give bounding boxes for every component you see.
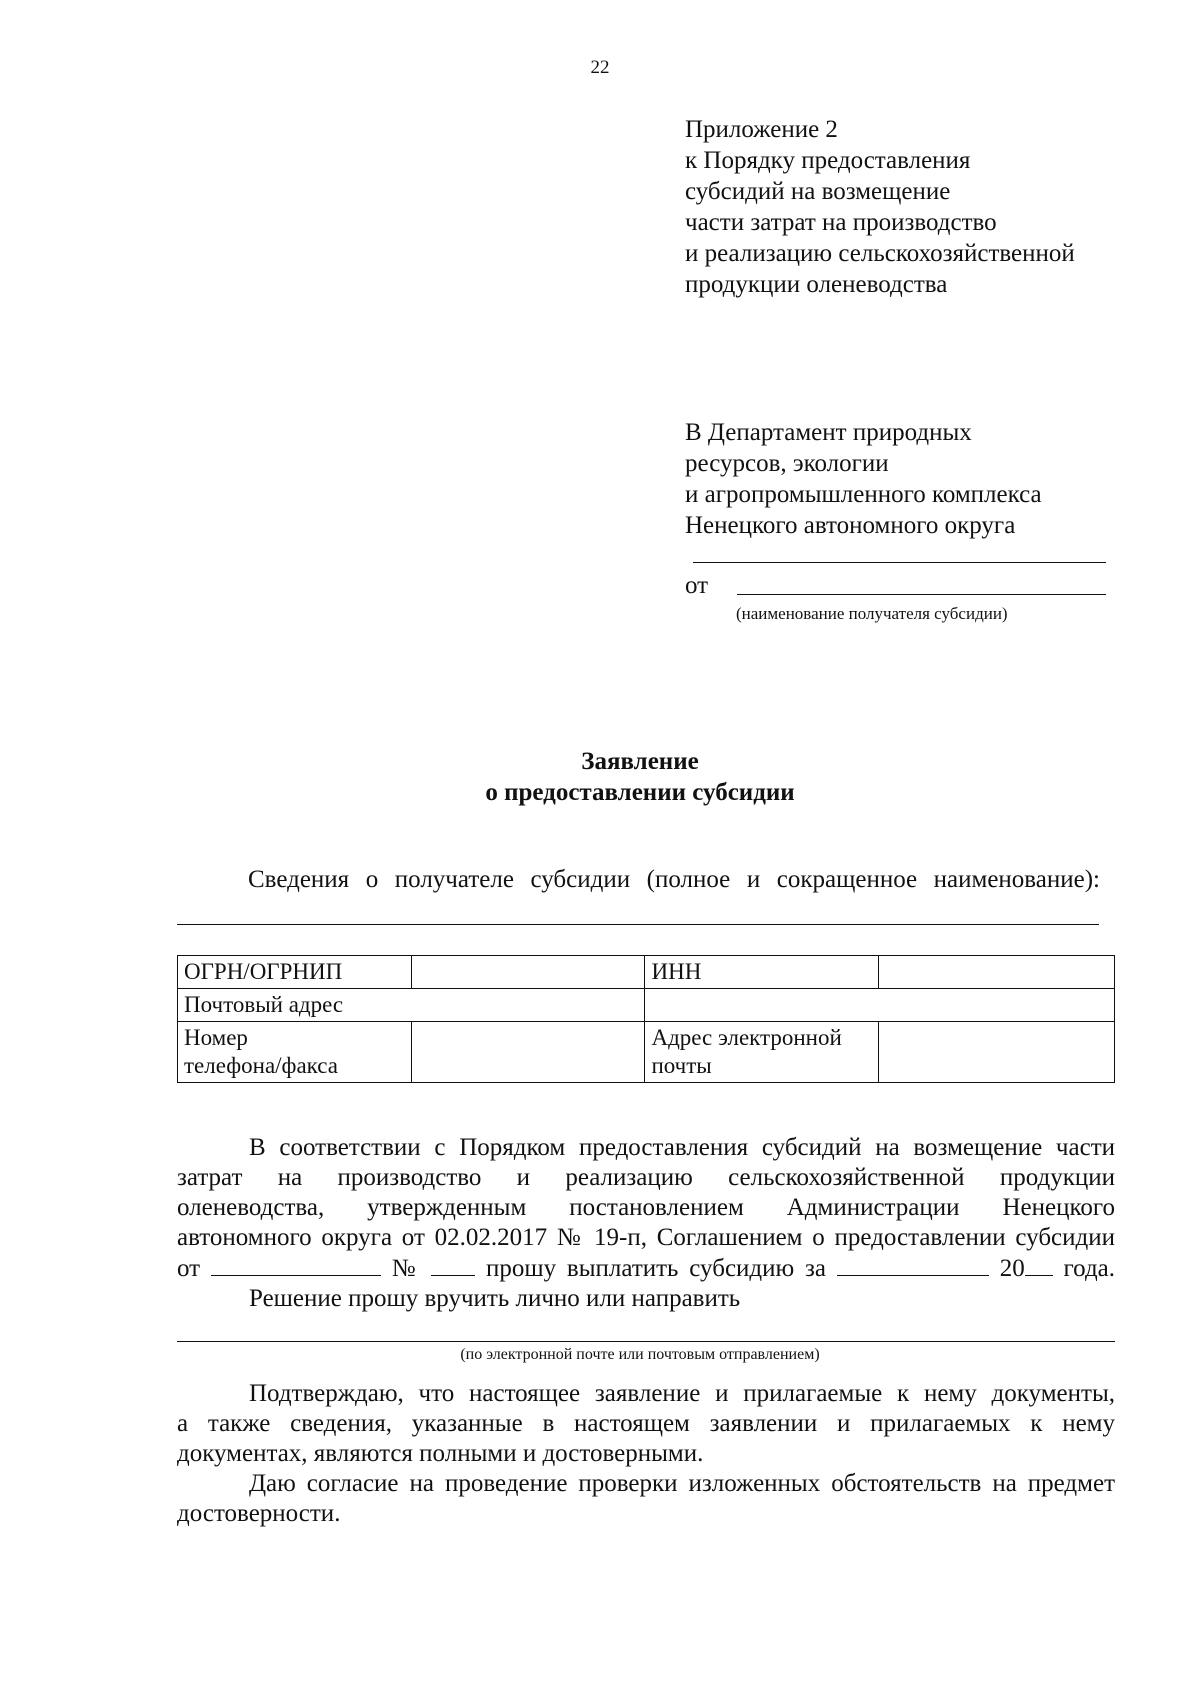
recipient-info-line[interactable] — [177, 924, 1099, 925]
table-row — [178, 989, 1115, 1022]
paragraph-delivery: Решение прошу вручить лично или направить — [249, 1285, 741, 1312]
phone-label-line: телефона/факса — [184, 1053, 338, 1078]
year-word: года. — [1063, 1255, 1116, 1282]
period-field[interactable] — [837, 1253, 989, 1276]
recipient-info-label: Сведения о получателе субсидии (полное и сокращенное наименование): — [248, 866, 1100, 893]
postal-value[interactable] — [645, 989, 1115, 1022]
recipient-name-line[interactable] — [737, 594, 1106, 595]
table-row — [178, 1022, 1115, 1083]
year-container — [1000, 1255, 1053, 1282]
addressee-line: Ненецкого автономного округа — [685, 512, 1016, 539]
inn-label: ИНН — [645, 956, 879, 989]
addressee-block — [685, 417, 1042, 541]
delivery-caption: (по электронной почте или почтовым отправлением) — [460, 1346, 820, 1363]
from-label: от — [177, 1255, 201, 1282]
year-prefix: 20 — [999, 1255, 1025, 1282]
paragraph-request — [177, 1133, 1115, 1314]
inn-value[interactable] — [879, 956, 1115, 989]
annex-line: субсидий на возмещение — [685, 178, 951, 205]
email-label-line: почты — [651, 1053, 712, 1078]
paragraph-line-request — [177, 1253, 1115, 1284]
email-label-line: Адрес электронной — [651, 1025, 842, 1050]
page-number: 22 — [590, 57, 610, 78]
document-title — [0, 746, 1200, 808]
ogrn-label: ОГРН/ОГРНИП — [178, 956, 412, 989]
paragraph-line: документах, являются полными и достоверными. — [177, 1440, 704, 1467]
paragraph-confirm — [177, 1379, 1115, 1529]
table-row — [178, 956, 1115, 989]
recipient-details-table — [177, 955, 1115, 1083]
paragraph-line: автономного округа от 02.02.2017 № 19-п, Соглашением о предоставлении субсидии — [177, 1224, 1115, 1251]
paragraph-line: достоверности. — [177, 1500, 341, 1527]
number-label: № — [391, 1255, 421, 1282]
title-line: Заявление — [581, 748, 699, 775]
agreement-number-field[interactable] — [431, 1253, 475, 1276]
paragraph-line: затрат на производство и реализацию сельскохозяйственной продукции — [177, 1164, 1115, 1191]
addressee-line: и агропромышленного комплекса — [685, 481, 1042, 508]
paragraph-line: оленеводства, утвержденным постановлением Администрации Ненецкого — [177, 1194, 1115, 1221]
year-field[interactable] — [1025, 1253, 1053, 1276]
paragraph-line: В соответствии с Порядком предоставления субсидий на возмещение части — [249, 1134, 1115, 1161]
phone-value[interactable] — [411, 1022, 645, 1083]
request-label: прошу выплатить субсидию за — [485, 1255, 827, 1282]
paragraph-line: Подтверждаю, что настоящее заявление и прилагаемые к нему документы, — [249, 1380, 1115, 1407]
ogrn-value[interactable] — [411, 956, 645, 989]
addressee-blank-line[interactable] — [693, 562, 1106, 563]
email-value[interactable] — [879, 1022, 1115, 1083]
phone-label-line: Номер — [184, 1025, 248, 1050]
agreement-date-field[interactable] — [211, 1253, 381, 1276]
from-label: от — [685, 572, 709, 599]
addressee-line: В Департамент природных — [685, 419, 972, 446]
title-line: о предоставлении субсидии — [485, 779, 795, 806]
annex-line: Приложение 2 — [685, 116, 838, 143]
annex-line: продукции оленеводства — [685, 271, 948, 298]
paragraph-line: Даю согласие на проведение проверки изложенных обстоятельств на предмет — [249, 1470, 1115, 1497]
addressee-line: ресурсов, экологии — [685, 450, 889, 477]
delivery-method-line[interactable] — [177, 1341, 1115, 1342]
annex-line: и реализацию сельскохозяйственной — [685, 240, 1075, 267]
email-label — [645, 1022, 879, 1083]
annex-block — [685, 114, 1075, 300]
postal-label: Почтовый адрес — [178, 989, 645, 1022]
recipient-caption: (наименование получателя субсидии) — [736, 604, 1008, 623]
phone-label — [178, 1022, 412, 1083]
paragraph-line: а также сведения, указанные в настоящем заявлении и прилагаемых к нему — [177, 1410, 1115, 1437]
annex-line: части затрат на производство — [685, 209, 997, 236]
annex-line: к Порядку предоставления — [685, 147, 971, 174]
